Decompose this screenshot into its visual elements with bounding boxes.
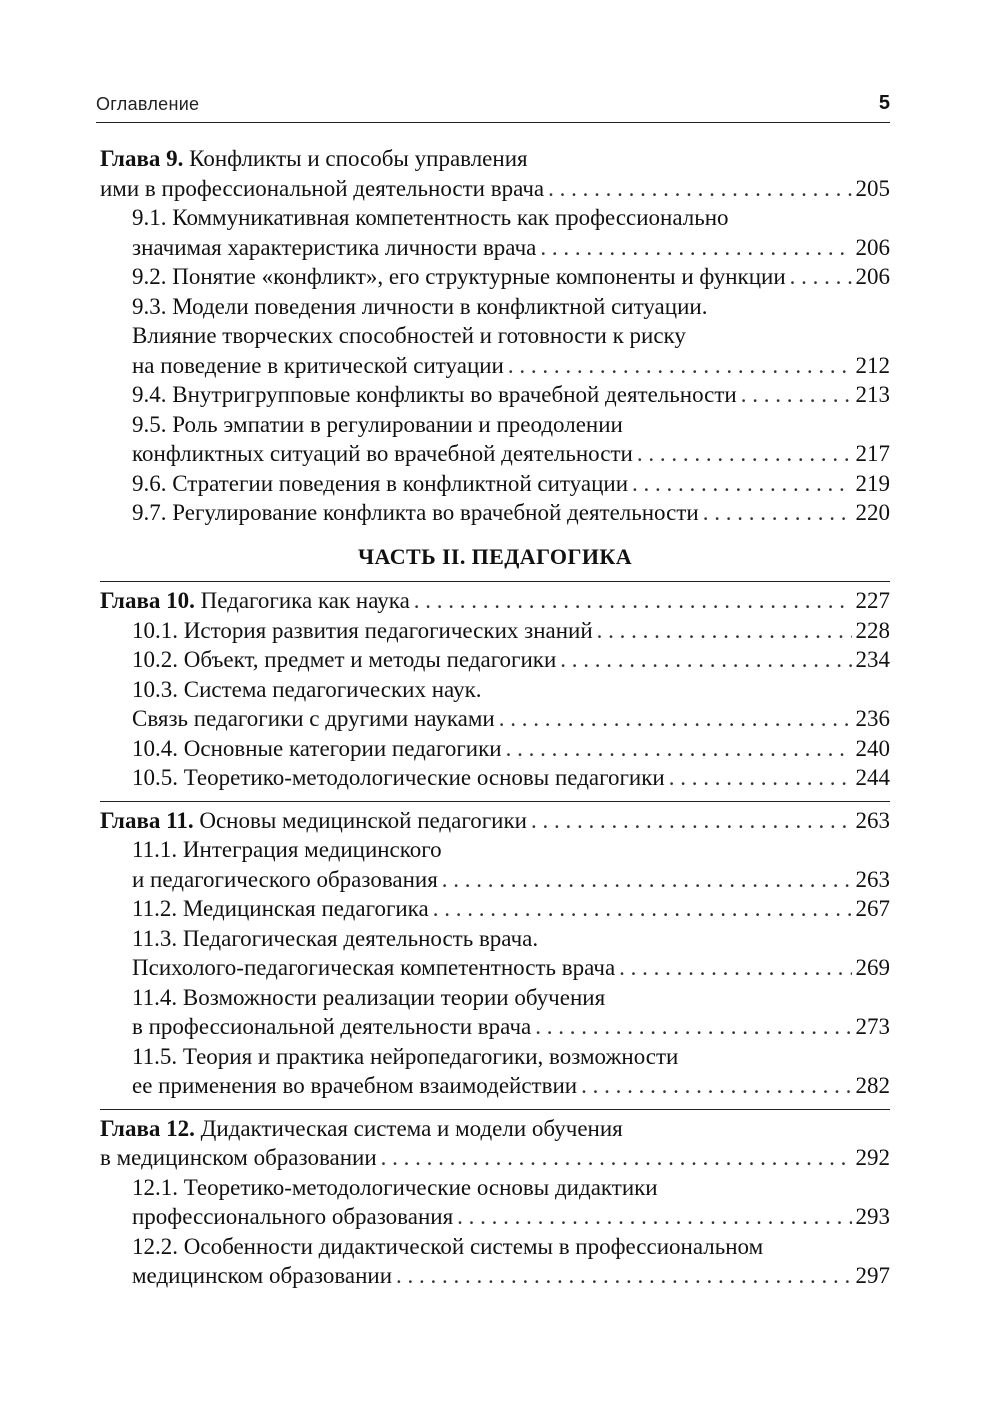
toc-section-line[interactable] — [100, 894, 890, 924]
dot-leader — [741, 380, 852, 410]
toc-section-line[interactable] — [100, 616, 890, 646]
dot-leader — [619, 953, 851, 983]
toc-section-line[interactable] — [100, 469, 890, 499]
toc-page-number: 205 — [855, 175, 890, 201]
toc-section-line — [100, 1232, 890, 1262]
toc-section-line — [100, 1042, 890, 1072]
chapter-title: Педагогика как наука — [200, 588, 410, 613]
toc-page-number: 292 — [855, 1145, 890, 1170]
toc-page-number: 206 — [855, 234, 890, 260]
toc-chapter-title-line[interactable] — [100, 1143, 890, 1173]
toc-chapter-9 — [100, 144, 890, 528]
toc-section-line[interactable] — [100, 1012, 890, 1042]
section-title: профессионального образования — [132, 1204, 454, 1229]
toc-section-line — [100, 983, 890, 1013]
toc-page-number: 267 — [855, 896, 890, 921]
toc-page-number: 293 — [855, 1204, 890, 1229]
section-title: конфликтных ситуаций во врачебной деятельности — [132, 441, 633, 466]
toc-section-line — [100, 1173, 890, 1203]
page-number: 5 — [878, 92, 890, 114]
toc-chapter-title-line[interactable] — [100, 174, 890, 204]
dot-leader — [508, 351, 852, 381]
section-title: 12.1. Теоретико-методологические основы дидактики — [132, 1174, 658, 1200]
divider — [100, 801, 890, 802]
section-title: 10.1. История развития педагогических знаний — [132, 617, 593, 643]
toc-page-number: 213 — [855, 382, 890, 407]
chapter-title: Дидактическая система и модели обучения — [200, 1115, 623, 1141]
toc-section-line[interactable] — [100, 865, 890, 895]
chapter-label: Глава 12. — [100, 1115, 195, 1141]
dot-leader — [442, 865, 852, 895]
chapter-label: Глава 9. — [100, 146, 184, 171]
section-title: 11.2. Медицинская педагогика — [132, 896, 429, 921]
section-title: 9.5. Роль эмпатии в регулировании и преодолении — [132, 411, 623, 437]
dot-leader — [669, 763, 852, 793]
toc-section-line[interactable] — [100, 498, 890, 528]
section-title: 9.4. Внутригрупповые конфликты во врачебной деятельности — [132, 382, 737, 407]
toc-section-line — [100, 292, 890, 322]
divider — [100, 1109, 890, 1110]
toc-section-line[interactable] — [100, 351, 890, 381]
section-title: 9.2. Понятие «конфликт», его структурные компоненты и функции — [132, 264, 786, 289]
section-title: 11.4. Возможности реализации теории обучения — [132, 984, 606, 1010]
dot-leader — [560, 645, 851, 675]
toc-page-number: 206 — [855, 264, 890, 289]
dot-leader — [540, 233, 851, 263]
dot-leader — [581, 1071, 851, 1101]
toc-section-line[interactable] — [100, 233, 890, 263]
toc-section-line[interactable] — [100, 1202, 890, 1232]
toc-section-line[interactable] — [100, 645, 890, 675]
table-of-contents — [100, 144, 890, 1299]
section-title: 9.3. Модели поведения личности в конфликтной ситуации. — [132, 293, 708, 319]
toc-section-line[interactable] — [100, 262, 890, 292]
toc-section-line — [100, 924, 890, 954]
toc-page-number: 244 — [855, 765, 890, 790]
running-header — [96, 92, 890, 123]
toc-section-line[interactable] — [100, 1071, 890, 1101]
toc-section-line — [100, 835, 890, 865]
chapter-title: Конфликты и способы управления — [189, 146, 528, 171]
dot-leader — [548, 174, 851, 204]
section-title: 10.5. Теоретико-методологические основы педагогики — [132, 765, 665, 790]
section-title: значимая характеристика личности врача — [132, 234, 537, 260]
chapter-title: Основы медицинской педагогики — [199, 807, 527, 833]
toc-page-number: 263 — [855, 866, 890, 892]
toc-page-number: 217 — [855, 441, 890, 466]
section-title: 9.1. Коммуникативная компетентность как профессионально — [132, 205, 729, 230]
dot-leader — [396, 1261, 851, 1291]
toc-section-line[interactable] — [100, 763, 890, 793]
chapter-title: в медицинском образовании — [100, 1145, 377, 1170]
toc-chapter-12 — [100, 1114, 890, 1291]
toc-section-line[interactable] — [100, 734, 890, 764]
dot-leader — [381, 1143, 852, 1173]
toc-chapter-10 — [100, 586, 890, 793]
dot-leader — [414, 586, 852, 616]
chapter-label: Глава 11. — [100, 807, 194, 833]
dot-leader — [531, 806, 852, 836]
section-title: на поведение в критической ситуации — [132, 352, 504, 378]
running-title: Оглавление — [96, 94, 200, 114]
dot-leader — [457, 1202, 851, 1232]
dot-leader — [790, 262, 852, 292]
toc-page-number: 228 — [855, 617, 890, 643]
dot-leader — [703, 498, 852, 528]
toc-page-number: 297 — [855, 1263, 890, 1288]
toc-section-line — [100, 203, 890, 233]
part-heading: ЧАСТЬ II. ПЕДАГОГИКА — [358, 543, 632, 569]
chapter-title: ими в профессиональной деятельности врача — [100, 175, 545, 201]
toc-chapter-11 — [100, 806, 890, 1101]
chapter-label: Глава 10. — [100, 588, 195, 613]
toc-page-number: 234 — [855, 647, 890, 672]
toc-page-number: 227 — [855, 588, 890, 613]
section-title: Влияние творческих способностей и готовности к риску — [132, 323, 686, 348]
toc-section-line[interactable] — [100, 1261, 890, 1291]
section-title: 10.2. Объект, предмет и методы педагогики — [132, 647, 557, 672]
section-title: и педагогического образования — [132, 866, 438, 892]
toc-page-number: 273 — [855, 1014, 890, 1039]
section-title: в профессиональной деятельности врача — [132, 1014, 532, 1039]
toc-page-number: 236 — [855, 706, 890, 731]
toc-chapter-title-line — [100, 1114, 890, 1144]
section-title: 10.3. Система педагогических наук. — [132, 676, 482, 702]
section-title: медицинском образовании — [132, 1263, 393, 1288]
dot-leader — [499, 704, 852, 734]
section-title: 9.6. Стратегии поведения в конфликтной ситуации — [132, 470, 629, 496]
toc-page-number: 212 — [855, 352, 890, 378]
toc-section-line — [100, 321, 890, 351]
section-title: ее применения во врачебном взаимодействии — [132, 1073, 578, 1098]
dot-leader — [535, 1012, 851, 1042]
dot-leader — [637, 439, 852, 469]
section-title: 9.7. Регулирование конфликта во врачебной деятельности — [132, 500, 699, 525]
dot-leader — [632, 469, 851, 499]
toc-section-line[interactable] — [100, 380, 890, 410]
section-title: 11.1. Интеграция медицинского — [132, 837, 442, 862]
toc-section-line[interactable] — [100, 953, 890, 983]
toc-chapter-title-line[interactable] — [100, 586, 890, 616]
toc-page-number: 240 — [855, 735, 890, 761]
toc-section-line[interactable] — [100, 704, 890, 734]
section-title: Связь педагогики с другими науками — [132, 706, 495, 731]
toc-section-line — [100, 675, 890, 705]
toc-page-number: 269 — [855, 955, 890, 980]
section-title: 11.3. Педагогическая деятельность врача. — [132, 925, 539, 951]
toc-chapter-title-line[interactable] — [100, 806, 890, 836]
section-title: Психолого-педагогическая компетентность врача — [132, 955, 616, 980]
divider — [100, 581, 890, 582]
toc-page-number: 282 — [855, 1073, 890, 1098]
dot-leader — [433, 894, 852, 924]
section-title: 11.5. Теория и практика нейропедагогики, возможности — [132, 1043, 679, 1069]
dot-leader — [597, 616, 852, 646]
toc-page-number: 263 — [855, 807, 890, 833]
section-title: 12.2. Особенности дидактической системы в профессиональном — [132, 1233, 764, 1259]
section-title: 10.4. Основные категории педагогики — [132, 735, 502, 761]
toc-page-number: 219 — [855, 470, 890, 496]
toc-page-number: 220 — [855, 500, 890, 525]
toc-chapter-title-line — [100, 144, 890, 174]
dot-leader — [506, 734, 852, 764]
toc-section-line — [100, 410, 890, 440]
toc-section-line[interactable] — [100, 439, 890, 469]
